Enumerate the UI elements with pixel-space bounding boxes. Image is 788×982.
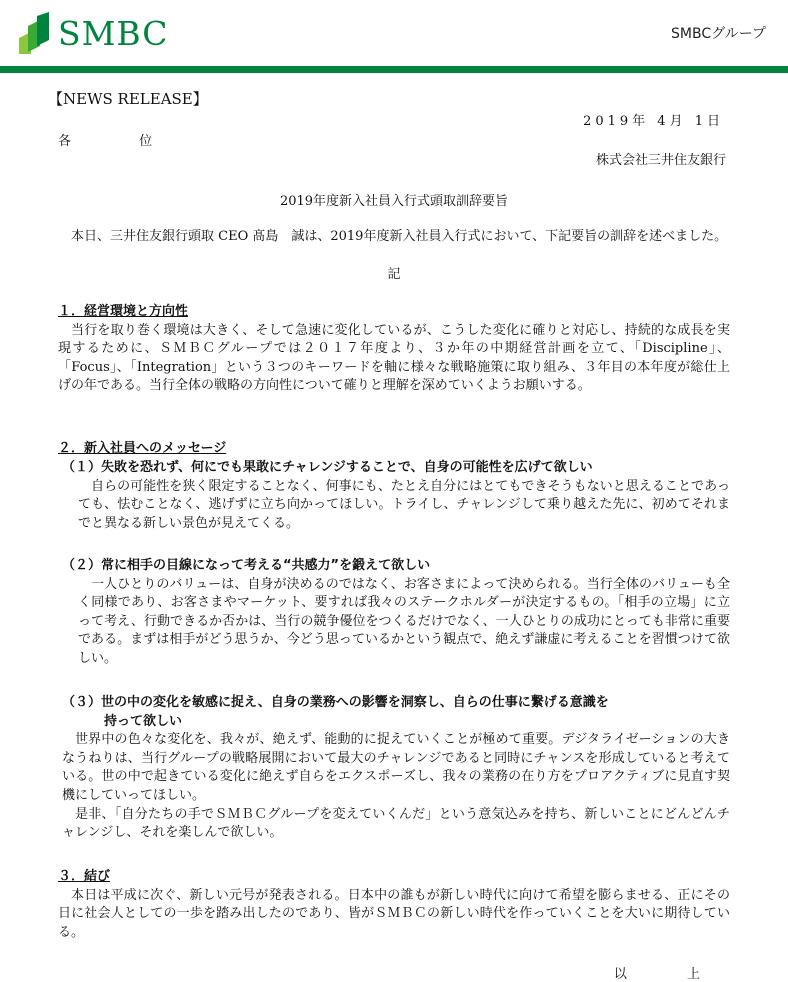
sub-2-body: 一人ひとりのバリューは、自身が決めるのではなく、お客さまによって決められる。当行全体のバリューも全く同様であり、お客さまやマーケット、要すれば我々のステークホルダーが決定するもの。「相手の立場」に立って考え、行動できるか否かは、当行の競争優位をつくるだけでなく、一人ひとりの成功にとっても非常に重要である。まずは相手がどう思うか、今どう思っているかという観点で、絶えず謙虚に考えることを習慣つけて欲しい。 — [78, 576, 730, 666]
group-name: SMBCグループ — [671, 26, 766, 42]
sub-1-body: 自らの可能性を狭く限定することなく、何事にも、たとえ自分にはとてもできそうもないと思えることであっても、怯むことなく、逃げずに立ち向かってほしい。トライし、チャレンジして乗り越えた先に、初めてそれまでと異なる新しい景色が見えてくる。 — [78, 478, 730, 531]
section-1 — [58, 303, 730, 396]
sub-3-title: （３）世の中の変化を敏感に捉え、自身の業務への影響を洞察し、自らの仕事に繋げる意識を — [62, 695, 609, 710]
sub-3-title-cont: 持って欲しい — [104, 713, 183, 729]
intro-text: 本日、三井住友銀行頭取 CEO 髙島 誠は、2019年度新入社員入行式において、下記要旨の訓辞を述べました。 — [71, 229, 728, 244]
company-name: 株式会社三井住友銀行 — [595, 153, 726, 168]
recipient: 各 位 — [58, 134, 185, 149]
logo-text: SMBC — [58, 14, 169, 53]
page-header — [0, 0, 788, 66]
header-bar — [0, 66, 788, 73]
section-1-body: 当行を取り巻く環境は大きく、そして急速に変化しているが、こうした変化に確りと対応し、持続的な成長を実現するために、ＳＭＢＣグループでは２０１７年度より、３か年の中期経営計画を立て、「Discipline」、「Focus」、「Integration」という３つのキーワードを軸に様々な戦略施策に取り組み、３年目の本年度が総仕上げの年である。当行全体の戦略の方向性について確りと理解を深めていくようお願いする。 — [58, 322, 730, 394]
news-release-label: 【NEWS RELEASE】 — [48, 90, 208, 108]
section-2 — [58, 440, 730, 459]
section-3-body: 本日は平成に次ぐ、新しい元号が発表される。日本中の誰もが新しい時代に向けて希望を膨らませる、正にその日に社会人としての一歩を踏み出したのであり、皆がＳＭＢＣの新しい時代を作っていくことを大いに期待している。 — [58, 887, 730, 940]
document-title: 2019年度新入社員入行式頭取訓辞要旨 — [279, 194, 509, 209]
release-date: 2019年 4月 1日 — [583, 114, 724, 129]
ki-mark: 記 — [387, 267, 401, 282]
sub-3-body-2: 是非、「自分たちの手でＳＭＢＣグループを変えていくんだ」という意気込みを持ち、新しいことにどんどんチャレンジし、それを楽しんで欲しい。 — [62, 806, 730, 841]
intro-paragraph — [58, 228, 730, 247]
closing-mark: 以 上 — [613, 967, 728, 982]
section-1-heading: １．経営環境と方向性 — [58, 304, 189, 319]
sub-1-title: （１）失敗を恐れず、何にでも果敢にチャレンジすることで、自身の可能性を広げて欲しい — [62, 460, 593, 475]
section-2-sub-3 — [62, 694, 730, 843]
section-3 — [58, 868, 730, 942]
section-2-sub-1 — [62, 459, 730, 533]
sub-3-body: 世界中の色々な変化を、我々が、絶えず、能動的に捉えていくことが極めて重要。デジタライゼーションの大きなうねりは、当行グループの戦略展開において最大のチャレンジであると同時にチャンスを形成していると考えている。世の中で起きている変化に絶えず自らをエクスポーズし、我々の業務の在り方をプロアクティブに見直す契機にしていってほしい。 — [62, 732, 730, 803]
section-2-heading: ２．新入社員へのメッセージ — [58, 441, 227, 456]
section-3-heading: ３．結び — [58, 869, 111, 884]
smbc-logo-icon — [17, 12, 51, 56]
sub-2-title: （２）常に相手の目線になって考える“共感力”を鍛えて欲しい — [62, 558, 431, 573]
section-2-sub-2 — [62, 557, 730, 669]
